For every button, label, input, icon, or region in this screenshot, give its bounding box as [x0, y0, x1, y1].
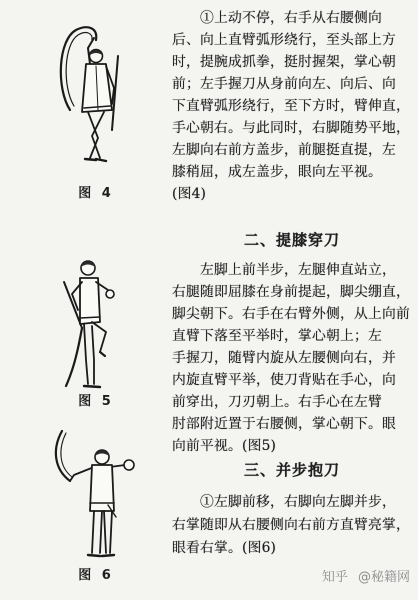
text-line: 内旋直臂平举，使刀背贴在手心，向	[172, 372, 396, 388]
text-line: 手握刀，随臂内旋从左腰侧向右，并	[172, 350, 396, 366]
text-line: 膝稍屈，成左盖步，眼向左平视。	[172, 164, 382, 180]
figure-5-illustration	[52, 250, 122, 395]
section-1-text	[172, 7, 412, 205]
watermark-platform: 知乎	[321, 570, 348, 585]
section-2-text	[172, 259, 412, 457]
watermark	[322, 566, 410, 585]
figure-5-caption: 图 5	[78, 394, 114, 409]
text-line: 眼看右掌。(图6)	[172, 540, 277, 556]
text-line: ①左脚前移，右脚向左脚并步，	[200, 494, 396, 510]
text-line: 向前平视。(图5)	[172, 438, 277, 454]
section-2-title: 二、提膝穿刀	[243, 231, 340, 249]
text-line: 手心朝右。与此同时，右脚随势平地，	[172, 120, 410, 136]
section-3-title: 三、并步抱刀	[243, 461, 340, 479]
text-line: 脚尖朝下。右手在右臂外侧，从上向前	[172, 306, 410, 322]
figure-4-illustration	[48, 18, 132, 170]
figure-6-illustration	[48, 425, 140, 565]
text-line: ①上动不停，右手从右腰侧向	[200, 10, 382, 26]
text-line: 前穿出，刀刃朝上。右手心在左臂	[172, 394, 382, 410]
text-line: 左脚上前半步，左腿伸直站立，	[200, 262, 396, 278]
text-line: 下直臂弧形绕行，至下方时，臂伸直，	[172, 98, 410, 114]
text-line: 右腿随即屈膝在身前提起，脚尖绷直，	[172, 284, 410, 300]
text-line: 前；左手握刀从身前向左、向后、向	[172, 76, 396, 92]
section-3-text	[172, 491, 412, 560]
figure-6-caption: 图 6	[78, 568, 114, 583]
text-line: 直臂下落至平举时，掌心朝上；左	[172, 328, 382, 344]
text-line: 时，提腕成抓拳，挺肘握架，掌心朝	[172, 54, 396, 70]
text-line: 右掌随即从右腰侧向右前方直臂亮掌，	[172, 517, 410, 533]
text-line: (图4)	[172, 186, 207, 202]
text-line: 后、向上直臂弧形绕行，至头部上方	[172, 32, 396, 48]
figure-4-caption: 图 4	[78, 186, 114, 201]
text-line: 肘部附近置于右腰侧，掌心朝下。眼	[172, 416, 396, 432]
text-line: 左脚向右前方盖步，前腿挺直提，左	[172, 142, 396, 158]
watermark-author: @秘籍网	[357, 570, 410, 585]
